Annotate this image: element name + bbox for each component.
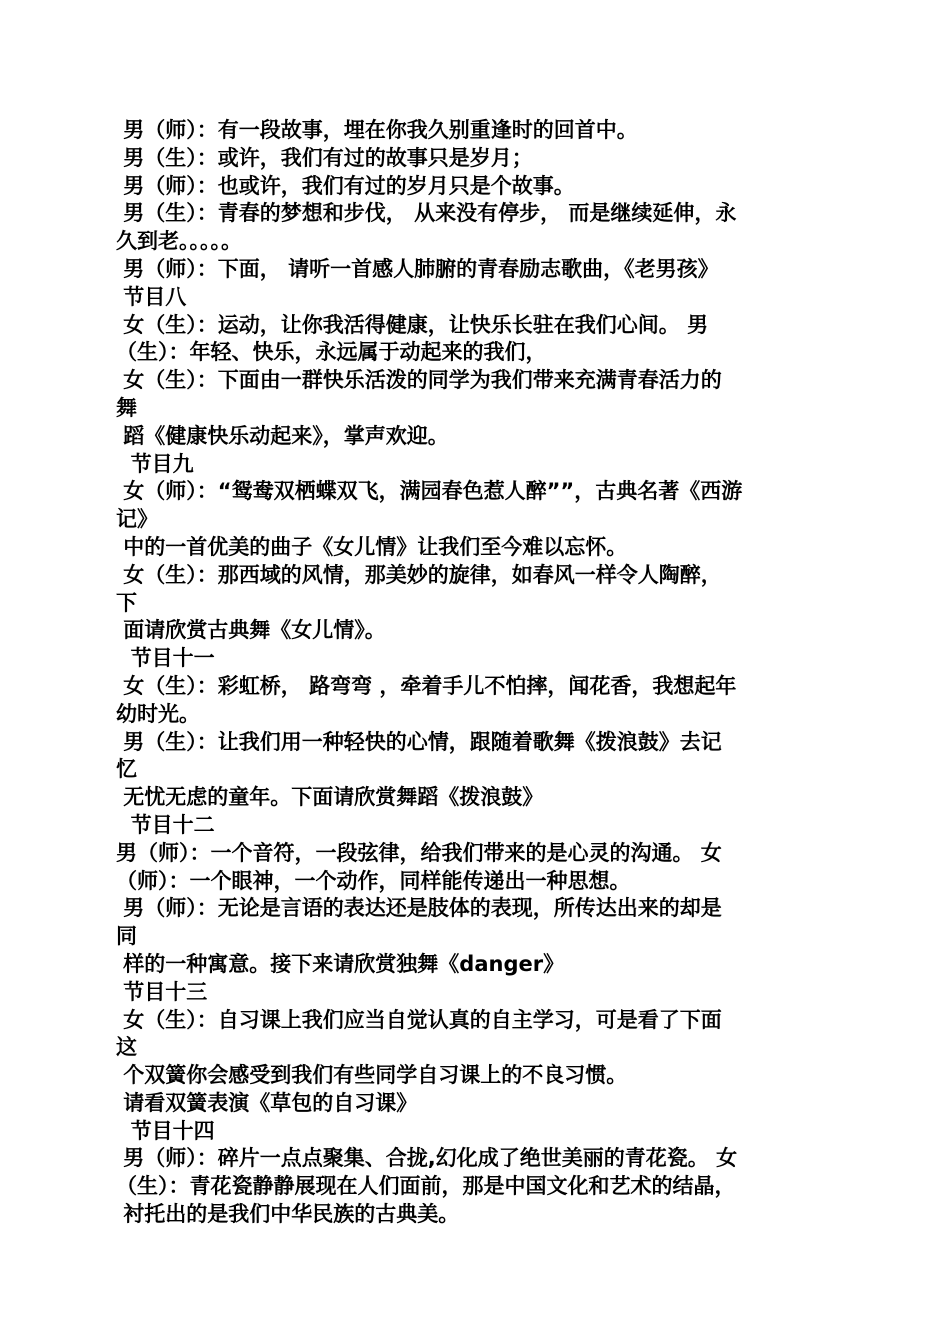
text-line: 男（师）：下面， 请听一首感人肺腑的青春励志歌曲，《老男孩》: [116, 256, 719, 281]
text-line: 幼时光。: [116, 701, 200, 726]
section-heading: 节目九: [116, 451, 194, 476]
text-line: 个双簧你会感受到我们有些同学自习课上的不良习惯。: [116, 1063, 628, 1088]
text-line: 女（生）：下面由一群快乐活泼的同学为我们带来充满青春活力的: [116, 368, 722, 393]
text-line: 样的一种寓意。接下来请欣赏独舞《danger》: [116, 951, 565, 976]
text-line: 女（生）：那西域的风情，那美妙的旋律，如春风一样令人陶醉，: [116, 562, 722, 587]
text-line: 女（生）：运动，让你我活得健康，让快乐长驻在我们心间。 男: [116, 312, 709, 337]
text-line: 女（师）：“鸳鸯双栖蝶双飞，满园春色惹人醉””，古典名著《西游: [116, 479, 743, 504]
text-line: 男（生）：或许，我们有过的故事只是岁月；: [116, 145, 533, 170]
text-line: 男（师）：一个音符，一段弦律，给我们带来的是心灵的沟通。 女: [116, 840, 722, 865]
text-line: （生）：青花瓷静静展现在人们面前，那是中国文化和艺术的结晶，: [116, 1174, 736, 1199]
text-line: （师）：一个眼神，一个动作，同样能传递出一种思想。: [116, 868, 631, 893]
text-line: 下: [116, 590, 137, 615]
section-heading: 节目十一: [116, 646, 215, 671]
text-line: 久到老。。。。。: [116, 229, 242, 254]
text-line: 蹈《健康快乐动起来》，掌声欢迎。: [116, 423, 449, 448]
text-line: 请看双簧表演《草包的自习课》: [116, 1090, 418, 1115]
text-line: 忆: [116, 757, 137, 782]
text-line: 男（师）：无论是言语的表达还是肢体的表现，所传达出来的却是: [116, 896, 722, 921]
text-line: 男（师）：有一段故事，埋在你我久别重逢时的回首中。: [116, 118, 638, 142]
text-line: 女（生）：自习课上我们应当自觉认真的自主学习，可是看了下面: [116, 1007, 722, 1032]
text-line: 男（师）：碎片一点点聚集、合拢,幻化成了绝世美丽的青花瓷。 女: [116, 1146, 738, 1171]
section-heading: 节目八: [116, 284, 187, 309]
text-line: 男（师）：也或许，我们有过的岁月只是个故事。: [116, 173, 575, 198]
section-heading: 节目十三: [116, 979, 208, 1004]
text-line: 舞: [116, 395, 137, 420]
text-line: 衬托出的是我们中华民族的古典美。: [116, 1202, 460, 1227]
text-line: 男（生）：青春的梦想和步伐， 从来没有停步， 而是继续延伸，永: [116, 201, 737, 226]
text-line: 记》: [116, 507, 158, 532]
text-line: 中的一首优美的曲子《女儿情》让我们至今难以忘怀。: [116, 534, 628, 559]
text-line: 男（生）：让我们用一种轻快的心情，跟随着歌舞《拨浪鼓》去记: [116, 729, 722, 754]
text-line: 女（生）：彩虹桥， 路弯弯 ，牵着手儿不怕摔，闻花香，我想起年: [116, 673, 737, 698]
text-line: 无忧无虑的童年。下面请欣赏舞蹈《拨浪鼓》: [116, 785, 544, 810]
script-text-body: [116, 117, 832, 1229]
text-line: 面请欣赏古典舞《女儿情》。: [116, 618, 386, 643]
section-heading: 节目十四: [116, 1118, 215, 1143]
section-heading: 节目十二: [116, 812, 215, 837]
text-line: （生）：年轻、快乐，永远属于动起来的我们，: [116, 340, 547, 365]
text-line: 这: [116, 1035, 137, 1060]
text-line: 同: [116, 924, 137, 949]
